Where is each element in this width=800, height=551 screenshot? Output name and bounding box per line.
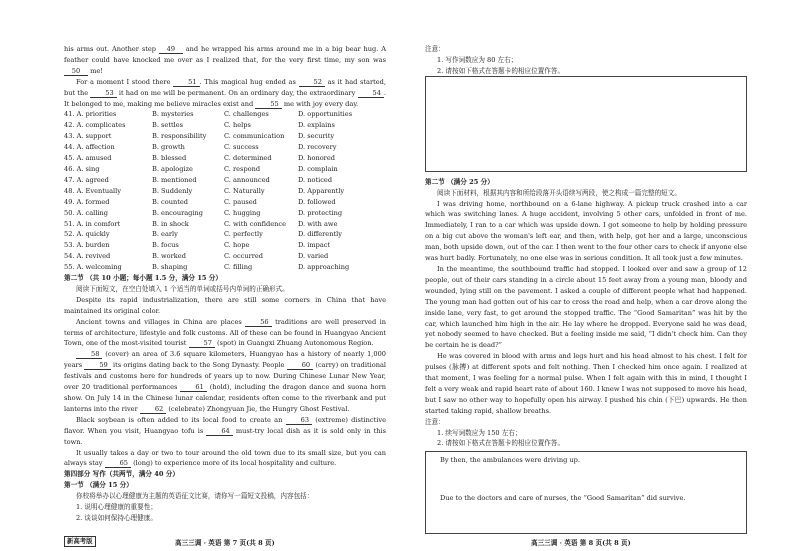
- blank-56[interactable]: 56: [245, 318, 271, 327]
- option-choice[interactable]: B. early: [152, 230, 178, 239]
- option-choice[interactable]: B. shaping: [152, 263, 188, 272]
- option-choice[interactable]: 44. A. affection: [64, 143, 115, 152]
- answer-options: [64, 109, 386, 273]
- option-row: [64, 175, 386, 186]
- writing-section-1-heading: 第一节 （满分 15 分）: [64, 481, 133, 490]
- option-choice[interactable]: B. Suddenly: [152, 186, 193, 195]
- cloze-para-1: Despite its rapid industrialization, there are still some corners in China that have maintained its original color.: [64, 295, 386, 315]
- option-row: [64, 164, 386, 175]
- option-choice[interactable]: C. paused: [224, 197, 257, 206]
- blank-57[interactable]: 57: [189, 339, 215, 348]
- blank-50[interactable]: 50: [64, 67, 88, 76]
- option-choice[interactable]: D. explains: [298, 121, 335, 130]
- section-2-instruction: 阅读下面短文，在空白处填入 1 个适当的单词或括号内单词的正确形式。: [76, 284, 289, 293]
- option-choice[interactable]: B. focus: [152, 241, 179, 250]
- option-row: [64, 186, 386, 197]
- page-footer-left: 高三三调 · 英语 第 7 页(共 8 页): [175, 539, 275, 547]
- blank-54[interactable]: 54: [358, 89, 384, 98]
- option-choice[interactable]: C. determined: [224, 154, 272, 163]
- option-choice[interactable]: D. impact: [298, 241, 331, 250]
- option-choice[interactable]: 53. A. burden: [64, 241, 110, 250]
- option-choice[interactable]: C. communication: [224, 132, 285, 141]
- option-choice[interactable]: 48. A. Eventually: [64, 186, 121, 195]
- option-choice[interactable]: D. protecting: [298, 208, 343, 217]
- edition-badge: 新高考版: [64, 536, 96, 547]
- option-choice[interactable]: B. encouraging: [152, 208, 203, 217]
- note-2-line-2: 2. 请按如下格式在答题卡的相应位置作答。: [437, 439, 565, 448]
- continuation-answer-box[interactable]: [425, 451, 747, 534]
- option-choice[interactable]: 43. A. support: [64, 132, 112, 141]
- option-choice[interactable]: C. announced: [224, 175, 270, 184]
- note-2-line-1: 1. 续写词数应为 150 左右；: [437, 428, 522, 437]
- option-choice[interactable]: B. settles: [152, 121, 184, 130]
- box-opening-line-2: Due to the doctors and care of nurses, the “Good Samaritan” did survive.: [440, 494, 686, 502]
- story-para-2: In the meantime, the southbound traffic had stopped. I looked over and saw a group of 12 people, out of their cars standing in a circle about 15 feet away from a young man, bloody and wounded, lying still on the pavement. I asked a couple of different people what had happened. The young man had gotten out of his car to cross the road and help, when a car drove along the inside lane, very fast, to get around the stopped traffic. The “Good Samaritan” was hit by the car, which launched him high in the air. He lay where he dropped. Everyone said he was dead, yet nobody seemed to have checked. But a feeling inside me said, “I didn't check him. Can they be certain he is dead?”: [425, 264, 747, 350]
- option-choice[interactable]: C. filling: [224, 263, 253, 272]
- note-heading: 注意：: [425, 45, 445, 53]
- option-choice[interactable]: 49. A. formed: [64, 197, 110, 206]
- option-row: [64, 142, 386, 153]
- option-choice[interactable]: D. opportunities: [298, 110, 353, 119]
- option-choice[interactable]: C. challenges: [224, 110, 269, 119]
- option-choice[interactable]: 50. A. calling: [64, 208, 108, 217]
- option-row: [64, 197, 386, 208]
- option-row: [64, 120, 386, 131]
- option-choice[interactable]: C. Naturally: [224, 186, 265, 195]
- blank-51[interactable]: 51: [173, 78, 199, 87]
- option-choice[interactable]: B. mysteries: [152, 110, 194, 119]
- option-choice[interactable]: 51. A. in comfort: [64, 219, 121, 228]
- option-choice[interactable]: C. respond: [224, 164, 261, 173]
- option-choice[interactable]: B. in shock: [152, 219, 189, 228]
- option-row: [64, 219, 386, 230]
- blank-64[interactable]: 64: [206, 427, 232, 436]
- option-row: [64, 251, 386, 262]
- option-choice[interactable]: D. with awe: [298, 219, 338, 228]
- blank-60[interactable]: 60: [287, 361, 313, 370]
- option-choice[interactable]: D. approaching: [298, 263, 350, 272]
- option-row: [64, 240, 386, 251]
- option-choice[interactable]: D. complain: [298, 164, 338, 173]
- option-choice[interactable]: C. hope: [224, 241, 250, 250]
- option-choice[interactable]: D. noticed: [298, 175, 333, 184]
- option-choice[interactable]: B. mentioned: [152, 175, 197, 184]
- option-row: [64, 262, 386, 273]
- blank-63[interactable]: 63: [286, 416, 312, 425]
- option-choice[interactable]: D. recovery: [298, 143, 337, 152]
- option-choice[interactable]: B. responsibility: [152, 132, 207, 141]
- writing-point-2: 2. 谈谈如何保持心理健康。: [76, 513, 157, 522]
- cloze-para-3: 58 (cover) an area of 3.6 square kilometers, Huangyao has a history of nearly 1,000 years 59 its origins dating back to the Song Dynasty. People 60 (carry) on traditional festivals and customs here for hundreds of years up to now. During Chinese Lunar New Year, over 20 traditional performances 61 (hold), including the dragon dance and suona horn show. On July 14 in the Chinese lunar calendar, residents often come to the riverbank and put lanterns into the river 62 (celebrate) Zhongyuan Jie, the Hungry Ghost Festival.: [64, 350, 386, 413]
- blank-55[interactable]: 55: [255, 100, 281, 109]
- option-choice[interactable]: 47. A. agreed: [64, 175, 109, 184]
- option-choice[interactable]: B. growth: [152, 143, 185, 152]
- story-para-3: He was covered in blood with arms and legs hurt and his head almost to his chest. I felt for pulses (脉搏) at different spots and felt nothing. Then I checked him once again. I realized at that moment, I was feeling for a normal pulse. When I felt again with this in mind, I thought I felt a very weak and rapid heart rate of about 160. I knew I was not supposed to move his head, but I saw no other way to hopefully open his airway. I pushed his chin (下巴) upwards. He then started taking rapid, shallow breaths.: [425, 352, 747, 415]
- option-choice[interactable]: D. varied: [298, 252, 329, 261]
- blank-52[interactable]: 52: [299, 78, 325, 87]
- blank-65[interactable]: 65: [105, 459, 131, 468]
- box-opening-line-1: By then, the ambulances were driving up.: [440, 456, 580, 464]
- option-choice[interactable]: C. occurred: [224, 252, 264, 261]
- option-choice[interactable]: D. security: [298, 132, 335, 141]
- writing-section-1-instruction: 你校将举办以心理健康为主题的英语征文比赛，请你写一篇短文投稿，内容包括：: [76, 492, 314, 501]
- part-4-heading: 第四部分 写作（共两节，满分 40 分）: [64, 470, 179, 479]
- option-choice[interactable]: 45. A. amused: [64, 154, 112, 163]
- option-choice[interactable]: C. helps: [224, 121, 251, 130]
- option-row: [64, 208, 386, 219]
- option-choice[interactable]: 54. A. revived: [64, 252, 111, 261]
- option-choice[interactable]: C. perfectly: [224, 230, 263, 239]
- left-column: [64, 44, 386, 524]
- cloze-para-5: It usually takes a day or two to tour around the old town due to its small size, but you can always stay 65 (long) to experience more of its local hospitality and culture.: [64, 448, 386, 468]
- option-choice[interactable]: D. Apparently: [298, 186, 345, 195]
- option-choice[interactable]: 52. A. quickly: [64, 230, 110, 239]
- option-row: [64, 131, 386, 142]
- page-footer-right: 高三三调 · 英语 第 8 页(共 8 页): [531, 539, 631, 547]
- option-choice[interactable]: 55. A. welcoming: [64, 263, 122, 272]
- blank-62[interactable]: 62: [140, 405, 166, 414]
- continuation-instruction: 阅读下面材料，根据其内容和所给段落开头语续写两段，使之构成一篇完整的短文。: [437, 188, 681, 197]
- option-choice[interactable]: C. with confidence: [224, 219, 287, 228]
- blank-58[interactable]: 58: [76, 350, 102, 359]
- passage-continuation: his arms out. Another step 49 and he wrapped his arms around me in a big bear hug. A feather could have knocked me over as I realized that, for the very first time, my son was 50 me!: [64, 45, 386, 75]
- option-choice[interactable]: B. blessed: [152, 154, 187, 163]
- passage-para-2: For a moment I stood there 51 . This magical hug ended as 52 as it had started, but the 53 it had on me will be permanent. On an ordinary day, the extraordinary 54 . It belonged to me, making me believe miracles exist and 55 me with joy every day.: [64, 77, 387, 108]
- option-row: [64, 153, 386, 164]
- blank-59[interactable]: 59: [84, 361, 110, 370]
- writing-point-1: 1. 说明心理健康的重要性；: [76, 503, 157, 512]
- option-choice[interactable]: D. followed: [298, 197, 336, 206]
- story-para-1: I was driving home, northbound on a 6-lane highway. A pickup truck crashed into a car which was switching lanes. A huge accident, involving 5 other cars, unfolded in front of me. Immediately, I ran to a car which was upside down. I got someone to help by holding pressure on a big cut above the woman's left ear, and then, with help, got her and a large, unconscious man, both upside down, out of the car. I then went to the four other cars to check if anyone else was hurt badly. Fortunately, no one else was in serious condition. It all took just a few minutes.: [425, 199, 747, 263]
- option-choice[interactable]: D. honored: [298, 154, 335, 163]
- essay-answer-box[interactable]: [425, 76, 747, 172]
- option-choice[interactable]: 46. A. sing: [64, 164, 100, 173]
- option-choice[interactable]: B. apologize: [152, 164, 193, 173]
- cloze-para-2: Ancient towns and villages in China are places 56 traditions are well preserved in terms of architecture, lifestyle and folk customs. All of these can be found in Huangyao Ancient Town, one of the most-visited tourist 57 (spot) in Guangxi Zhuang Autonomous Region.: [64, 317, 386, 348]
- option-choice[interactable]: 41. A. priorities: [64, 110, 117, 119]
- blank-53[interactable]: 53: [90, 89, 116, 98]
- option-row: [64, 229, 386, 240]
- option-choice[interactable]: 42. A. complicates: [64, 121, 126, 130]
- section-2-heading: 第二节 （共 10 小题；每小题 1.5 分，满分 15 分）: [64, 274, 222, 283]
- option-row: [64, 109, 386, 120]
- option-choice[interactable]: C. success: [224, 143, 259, 152]
- note-2-heading: 注意：: [425, 417, 445, 426]
- blank-61[interactable]: 61: [180, 383, 206, 392]
- option-choice[interactable]: B. counted: [152, 197, 188, 206]
- note-1-line-2: 2. 请按如下格式在答题卡的相应位置作答。: [437, 66, 565, 75]
- option-choice[interactable]: B. worked: [152, 252, 186, 261]
- blank-49[interactable]: 49: [159, 45, 183, 54]
- option-choice[interactable]: D. differently: [298, 230, 342, 239]
- option-choice[interactable]: C. hugging: [224, 208, 261, 217]
- continuation-section-heading: 第二节 （满分 25 分）: [425, 177, 494, 186]
- note-1-line-1: 1. 写作词数应为 80 左右；: [437, 55, 518, 64]
- cloze-para-4: Black soybean is often added to its local food to create an 63 (extreme) distinctive flavor. When you visit, Huangyao tofu is 64 must-try local dish as it is sold only in this town.: [64, 415, 386, 446]
